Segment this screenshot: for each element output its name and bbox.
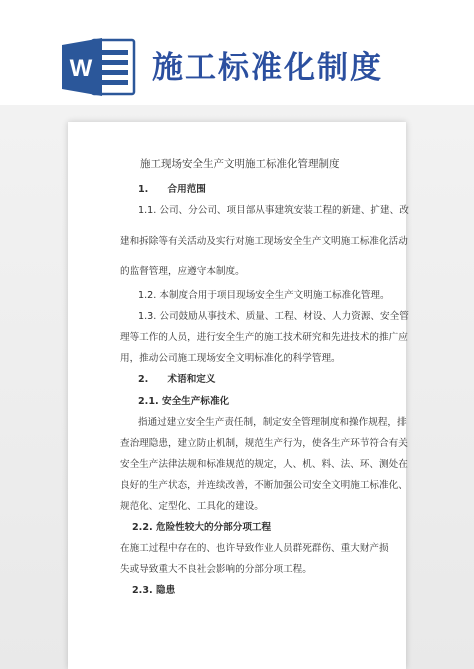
subsection-2-3-heading: 2.3. 隐患 <box>132 585 176 596</box>
section-1-heading: 1. 合用范围 <box>138 184 206 195</box>
paragraph-line: 理等工作的人员，进行安全生产的施工技术研究和先进技术的推广应 <box>120 332 408 343</box>
paragraph-line: 1.3. 公司鼓励从事技术、质量、工程、材设、人力资源、安全管 <box>138 311 409 322</box>
word-icon <box>62 38 138 96</box>
paragraph-line: 查治理隐患，建立防止机制，规范生产行为，使各生产环节符合有关 <box>120 438 408 449</box>
subsection-2-1-heading: 2.1. 安全生产标准化 <box>138 396 230 407</box>
subsection-2-2-heading: 2.2. 危险性较大的分部分项工程 <box>132 522 272 533</box>
paragraph-line: 用，推动公司施工现场安全文明标准化的科学管理。 <box>120 353 341 364</box>
svg-text:W: W <box>69 55 93 82</box>
paragraph-line: 规范化、定型化、工具化的建设。 <box>120 501 264 512</box>
paragraph-line: 安全生产法律法规和标准规范的规定，人、机、料、法、环、测处在 <box>120 459 408 470</box>
paragraph-line: 1.2. 本制度合用于项目现场安全生产文明施工标准化管理。 <box>138 290 390 301</box>
paragraph-line: 良好的生产状态，并连续改善，不断加强公司安全文明施工标准化、 <box>120 480 408 491</box>
paragraph-line: 指通过建立安全生产责任制，制定安全管理制度和操作规程，排 <box>138 417 407 428</box>
banner <box>0 0 474 105</box>
section-2-heading: 2. 术语和定义 <box>138 374 216 385</box>
document-title: 施工现场安全生产文明施工标准化管理制度 <box>140 158 340 170</box>
paragraph-line: 1.1. 公司、分公司、项目部从事建筑安装工程的新建、扩建、改 <box>138 205 409 216</box>
document-page <box>68 122 409 669</box>
paragraph-line: 建和拆除等有关活动及实行对施工现场安全生产文明施工标准化活动 <box>120 236 408 247</box>
paragraph-line: 在施工过程中存在的、也许导致作业人员群死群伤、重大财产损 <box>120 543 389 554</box>
banner-title: 施工标准化制度 <box>152 50 383 86</box>
paragraph-line: 的监督管理，应遵守本制度。 <box>120 266 245 277</box>
paragraph-line: 失或导致重大不良社会影响的分部分项工程。 <box>120 564 312 575</box>
